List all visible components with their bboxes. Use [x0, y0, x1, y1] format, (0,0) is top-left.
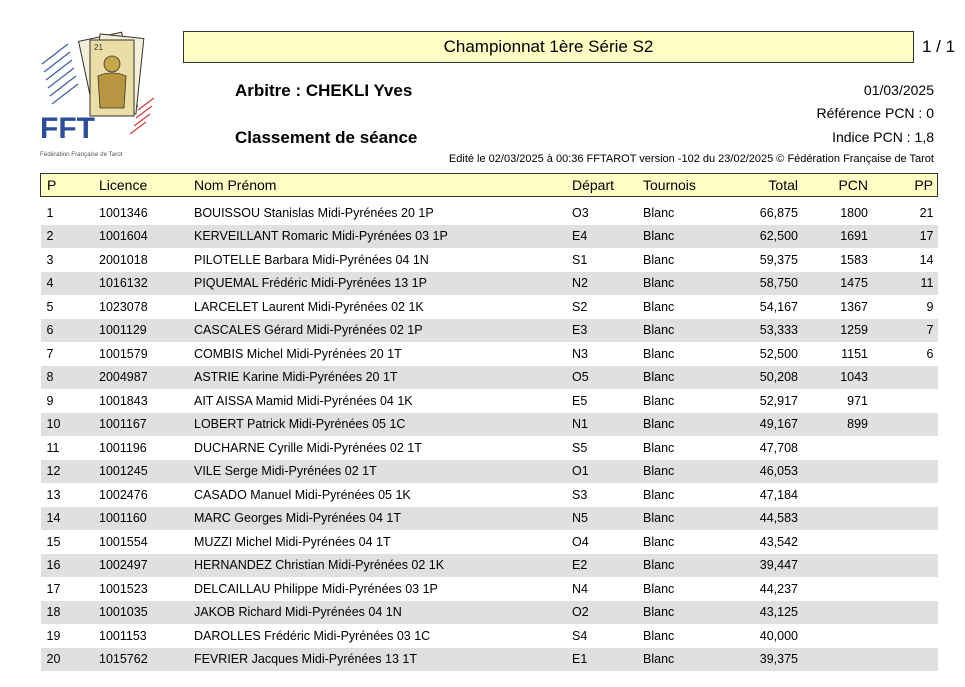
cell-pp: 17	[919, 229, 934, 244]
cell-depart: S5	[572, 440, 588, 455]
cell-place: 19	[46, 628, 61, 643]
cell-pcn: 1475	[840, 276, 868, 291]
cell-depart: O3	[572, 205, 589, 220]
cell-pcn	[798, 436, 872, 460]
cell-pcn: 1151	[841, 346, 868, 361]
cell-licence: 1001129	[99, 323, 147, 338]
col-header-pcn: PCN	[798, 174, 872, 197]
cell-tournois: Blanc	[643, 205, 675, 220]
arbitre-label: Arbitre : CHEKLI Yves	[235, 81, 413, 100]
cell-licence: 1001843	[99, 393, 148, 408]
cell-depart: S1	[572, 252, 588, 267]
cell-licence: 2001018	[99, 252, 148, 267]
col-header-depart: Départ	[572, 174, 643, 197]
cell-depart: S3	[572, 487, 588, 502]
cell-depart: E3	[572, 323, 588, 338]
cell-nom: HERNANDEZ Christian Midi-Pyrénées 02 1K	[194, 558, 445, 573]
cell-tournois: Blanc	[643, 276, 675, 291]
cell-nom: LOBERT Patrick Midi-Pyrénées 05 1C	[194, 417, 406, 432]
cell-pcn: 899	[847, 417, 868, 432]
cell-licence: 1001554	[99, 534, 148, 549]
cell-pcn: 1259	[840, 323, 868, 338]
cell-depart: N2	[572, 276, 588, 291]
table-row	[41, 225, 938, 249]
cell-pcn	[798, 577, 872, 601]
cell-depart: O2	[572, 605, 589, 620]
table-header-row	[41, 174, 938, 197]
ranking-table	[40, 173, 938, 671]
cell-place: 2	[46, 229, 54, 244]
cell-pcn	[798, 530, 872, 554]
cell-tournois: Blanc	[643, 605, 675, 620]
cell-pp	[872, 530, 938, 554]
cell-total: 53,333	[759, 323, 798, 338]
cell-nom: COMBIS Michel Midi-Pyrénées 20 1T	[194, 346, 402, 361]
cell-tournois: Blanc	[643, 652, 675, 667]
cell-total: 62,500	[759, 229, 798, 244]
table-row	[41, 601, 938, 625]
cell-pcn	[798, 601, 872, 625]
col-header-pp: PP	[872, 174, 938, 197]
cell-place: 15	[46, 534, 61, 549]
cell-pp	[872, 601, 938, 625]
table-row	[41, 366, 938, 390]
col-header-tournois: Tournois	[643, 174, 723, 197]
table-row	[41, 272, 938, 296]
table-row	[41, 248, 938, 272]
cell-depart: O5	[572, 370, 589, 385]
cell-pp: 9	[926, 299, 934, 314]
table-row	[41, 483, 938, 507]
cell-tournois: Blanc	[643, 581, 675, 596]
cell-licence: 1001196	[99, 440, 147, 455]
cell-licence: 1001579	[99, 346, 148, 361]
cell-pp	[872, 624, 938, 648]
tarot-card-icon	[38, 30, 156, 160]
cell-nom: FEVRIER Jacques Midi-Pyrénées 13 1T	[194, 652, 418, 667]
cell-pcn: 1043	[840, 370, 868, 385]
cell-pcn	[798, 554, 872, 578]
table-row	[41, 413, 938, 437]
cell-nom: ASTRIE Karine Midi-Pyrénées 20 1T	[194, 370, 398, 385]
cell-total: 54,167	[759, 299, 798, 314]
cell-nom: DAROLLES Frédéric Midi-Pyrénées 03 1C	[194, 628, 431, 643]
cell-place: 4	[46, 276, 54, 291]
cell-licence: 2004987	[99, 370, 148, 385]
cell-depart: S2	[572, 299, 588, 314]
cell-nom: CASADO Manuel Midi-Pyrénées 05 1K	[194, 487, 411, 502]
table-row	[41, 319, 938, 343]
cell-tournois: Blanc	[643, 628, 675, 643]
cell-place: 10	[46, 417, 61, 432]
cell-total: 47,708	[759, 440, 798, 455]
cell-pp	[872, 483, 938, 507]
cell-depart: S4	[572, 628, 588, 643]
fft-logo	[38, 30, 156, 160]
cell-total: 39,375	[759, 652, 798, 667]
cell-licence: 1001245	[99, 464, 148, 479]
cell-tournois: Blanc	[643, 393, 675, 408]
cell-pcn: 1800	[840, 205, 868, 220]
table-row	[41, 554, 938, 578]
title-text: Championnat 1ère Série S2	[443, 37, 654, 56]
table-row	[41, 577, 938, 601]
logo-caption: Fédération Française de Tarot	[40, 151, 123, 158]
cell-place: 17	[46, 581, 61, 596]
cell-licence: 1002497	[99, 558, 148, 573]
cell-place: 14	[46, 511, 61, 526]
cell-place: 13	[46, 487, 61, 502]
cell-licence: 1001035	[99, 605, 148, 620]
cell-licence: 1001153	[99, 628, 147, 643]
cell-tournois: Blanc	[643, 534, 675, 549]
cell-pp	[872, 577, 938, 601]
cell-depart: N1	[572, 417, 588, 432]
cell-licence: 1001160	[99, 511, 147, 526]
cell-depart: O1	[572, 464, 589, 479]
cell-total: 52,917	[759, 393, 798, 408]
cell-total: 66,875	[759, 205, 798, 220]
cell-total: 44,237	[759, 581, 798, 596]
cell-pp	[872, 366, 938, 390]
cell-depart: O4	[572, 534, 589, 549]
cell-pp	[872, 389, 938, 413]
report-title	[183, 31, 914, 63]
cell-depart: E4	[572, 229, 588, 244]
cell-licence: 1023078	[99, 299, 148, 314]
cell-place: 12	[46, 464, 61, 479]
cell-nom: DUCHARNE Cyrille Midi-Pyrénées 02 1T	[194, 440, 422, 455]
table-row	[41, 648, 938, 672]
cell-place: 5	[46, 299, 54, 314]
cell-total: 58,750	[759, 276, 798, 291]
cell-pp	[872, 413, 938, 437]
cell-place: 8	[46, 370, 54, 385]
cell-pp: 21	[919, 205, 934, 220]
logo-letters: FFT	[40, 112, 95, 145]
cell-total: 46,053	[759, 464, 798, 479]
cell-nom: VILE Serge Midi-Pyrénées 02 1T	[194, 464, 377, 479]
cell-place: 1	[46, 205, 54, 220]
cell-nom: PILOTELLE Barbara Midi-Pyrénées 04 1N	[194, 252, 429, 267]
indice-pcn: Indice PCN : 1,8	[832, 129, 934, 145]
svg-text:21: 21	[94, 43, 103, 52]
cell-pp	[872, 648, 938, 672]
cell-tournois: Blanc	[643, 370, 675, 385]
cell-pp	[872, 460, 938, 484]
cell-tournois: Blanc	[643, 229, 675, 244]
cell-tournois: Blanc	[643, 440, 675, 455]
cell-pcn	[798, 624, 872, 648]
cell-pp: 7	[926, 323, 934, 338]
table-row	[41, 507, 938, 531]
cell-licence: 1002476	[99, 487, 148, 502]
cell-nom: AIT AISSA Mamid Midi-Pyrénées 04 1K	[194, 393, 413, 408]
reference-pcn: Référence PCN : 0	[816, 105, 934, 121]
cell-total: 59,375	[759, 252, 798, 267]
cell-place: 9	[46, 393, 54, 408]
classement-label: Classement de séance	[235, 128, 418, 147]
cell-total: 49,167	[759, 417, 798, 432]
cell-place: 6	[46, 323, 54, 338]
cell-nom: DELCAILLAU Philippe Midi-Pyrénées 03 1P	[194, 581, 438, 596]
cell-depart: E2	[572, 558, 588, 573]
cell-licence: 1015762	[99, 652, 148, 667]
edit-info: Edité le 02/03/2025 à 00:36 FFTAROT version -102 du 23/02/2025 © Fédération Française de Tarot	[448, 153, 934, 165]
cell-total: 50,208	[759, 370, 798, 385]
cell-total: 43,125	[759, 605, 798, 620]
cell-pp	[872, 554, 938, 578]
cell-depart: N4	[572, 581, 588, 596]
cell-pcn: 1367	[840, 299, 868, 314]
cell-depart: E1	[572, 652, 588, 667]
col-header-nom: Nom Prénom	[194, 174, 572, 197]
cell-pcn: 971	[847, 393, 868, 408]
cell-nom: BOUISSOU Stanislas Midi-Pyrénées 20 1P	[194, 205, 434, 220]
table-row	[41, 295, 938, 319]
cell-tournois: Blanc	[643, 558, 675, 573]
table-row	[41, 436, 938, 460]
cell-total: 47,184	[759, 487, 798, 502]
cell-nom: MUZZI Michel Midi-Pyrénées 04 1T	[194, 534, 391, 549]
cell-nom: JAKOB Richard Midi-Pyrénées 04 1N	[194, 605, 402, 620]
cell-depart: N3	[572, 346, 588, 361]
col-header-licence: Licence	[99, 174, 194, 197]
cell-pp	[872, 436, 938, 460]
cell-depart: E5	[572, 393, 588, 408]
cell-tournois: Blanc	[643, 252, 675, 267]
cell-licence: 1016132	[99, 276, 148, 291]
cell-pp: 11	[920, 276, 934, 291]
cell-pp	[872, 507, 938, 531]
table-row	[41, 530, 938, 554]
table-row	[41, 624, 938, 648]
cell-tournois: Blanc	[643, 323, 675, 338]
session-date: 01/03/2025	[863, 82, 934, 98]
cell-total: 40,000	[759, 628, 798, 643]
cell-depart: N5	[572, 511, 588, 526]
cell-place: 18	[46, 605, 61, 620]
cell-licence: 1001523	[99, 581, 148, 596]
cell-total: 39,447	[759, 558, 798, 573]
cell-total: 52,500	[759, 346, 798, 361]
cell-place: 16	[46, 558, 61, 573]
cell-pcn	[798, 648, 872, 672]
cell-total: 43,542	[759, 534, 798, 549]
cell-pp: 6	[926, 346, 934, 361]
cell-place: 7	[46, 346, 54, 361]
cell-nom: PIQUEMAL Frédéric Midi-Pyrénées 13 1P	[194, 276, 427, 291]
cell-tournois: Blanc	[643, 464, 675, 479]
cell-place: 11	[46, 440, 60, 455]
table-row	[41, 389, 938, 413]
table-row	[41, 460, 938, 484]
cell-place: 3	[46, 252, 54, 267]
cell-pcn	[798, 507, 872, 531]
cell-tournois: Blanc	[643, 346, 675, 361]
cell-total: 44,583	[759, 511, 798, 526]
cell-place: 20	[46, 652, 61, 667]
cell-licence: 1001346	[99, 205, 148, 220]
col-header-total: Total	[723, 174, 798, 197]
cell-pcn	[798, 460, 872, 484]
cell-pcn: 1691	[840, 229, 868, 244]
table-row	[41, 197, 938, 225]
cell-tournois: Blanc	[643, 487, 675, 502]
page-number: 1 / 1	[922, 37, 956, 56]
cell-pp: 14	[919, 252, 934, 267]
cell-licence: 1001604	[99, 229, 148, 244]
cell-nom: MARC Georges Midi-Pyrénées 04 1T	[194, 511, 402, 526]
cell-tournois: Blanc	[643, 511, 675, 526]
cell-licence: 1001167	[99, 417, 147, 432]
cell-nom: LARCELET Laurent Midi-Pyrénées 02 1K	[194, 299, 424, 314]
cell-tournois: Blanc	[643, 299, 675, 314]
col-header-p: P	[41, 174, 100, 197]
cell-pcn: 1583	[840, 252, 868, 267]
cell-nom: KERVEILLANT Romaric Midi-Pyrénées 03 1P	[194, 229, 448, 244]
table-row	[41, 342, 938, 366]
cell-tournois: Blanc	[643, 417, 675, 432]
cell-pcn	[798, 483, 872, 507]
cell-nom: CASCALES Gérard Midi-Pyrénées 02 1P	[194, 323, 423, 338]
